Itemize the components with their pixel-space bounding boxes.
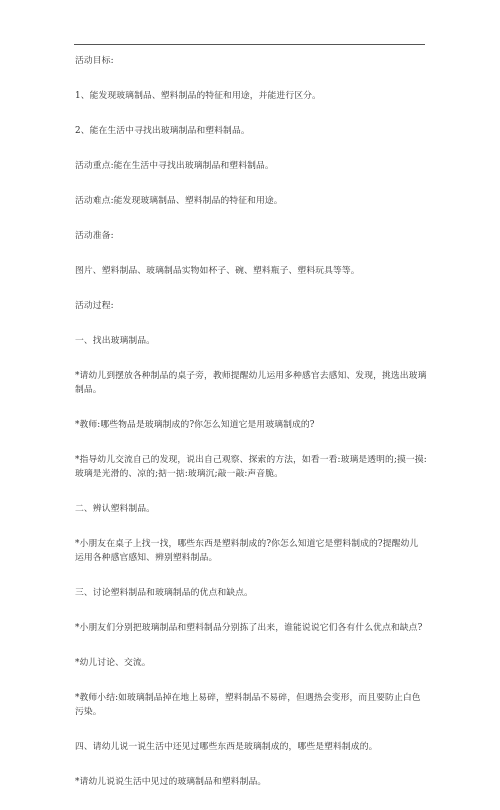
goal-item-2: 2、能在生活中寻找出玻璃制品和塑料制品。 bbox=[75, 126, 250, 136]
difficult-point: 活动难点:能发现玻璃制品、塑料制品的特征和用途。 bbox=[75, 196, 283, 206]
section-heading-preparation: 活动准备: bbox=[75, 231, 114, 241]
process-step-3-item-2: *幼儿讨论、交流。 bbox=[75, 658, 151, 668]
process-step-4-heading: 四、请幼儿说一说生活中还见过哪些东西是玻璃制成的，哪些是塑料制成的。 bbox=[75, 742, 378, 752]
goal-item-1: 1、能发现玻璃制品、塑料制品的特征和用途，并能进行区分。 bbox=[75, 91, 321, 101]
preparation-materials: 图片、塑料制品、玻璃制品实物如杯子、碗、塑料瓶子、塑料玩具等等。 bbox=[75, 266, 360, 276]
section-heading-process: 活动过程: bbox=[75, 301, 114, 311]
key-point: 活动重点:能在生活中寻找出玻璃制品和塑料制品。 bbox=[75, 161, 274, 171]
process-step-1-heading: 一、找出玻璃制品。 bbox=[75, 336, 156, 346]
process-step-1-item-2: *教师:哪些物品是玻璃制成的?你怎么知道它是用玻璃制成的? bbox=[75, 420, 315, 430]
process-step-4-item-1: *请幼儿说说生活中见过的玻璃制品和塑料制品。 bbox=[75, 777, 267, 787]
process-step-1-item-3: *指导幼儿交流自己的发现，说出自己观察、探索的方法，如看一看:玻璃是透明的;摸一摸:玻璃是光滑的、凉的;掂一掂:玻璃沉;敲一敲:声音脆。 bbox=[75, 455, 427, 479]
process-step-3-heading: 三、讨论塑料制品和玻璃制品的优点和缺点。 bbox=[75, 588, 253, 598]
section-heading-goals: 活动目标: bbox=[75, 56, 114, 66]
process-step-2-heading: 二、辨认塑料制品。 bbox=[75, 504, 156, 514]
document-body bbox=[75, 54, 427, 810]
process-step-2-item-1: *小朋友在桌子上找一找，哪些东西是塑料制成的?你怎么知道它是塑料制成的?提醒幼儿运用各种感官感知、辨别塑料制品。 bbox=[75, 539, 419, 563]
process-step-3-item-3: *教师小结:如玻璃制品掉在地上易碎，塑料制品不易碎，但遇热会变形，而且要防止白色污染。 bbox=[75, 693, 421, 717]
process-step-1-item-1: *请幼儿到摆放各种制品的桌子旁，教师提醒幼儿运用多种感官去感知、发现，挑选出玻璃制品。 bbox=[75, 371, 427, 395]
process-step-3-item-1: *小朋友们分别把玻璃制品和塑料制品分别拣了出来，谁能说说它们各有什么优点和缺点? bbox=[75, 623, 423, 633]
header-divider bbox=[74, 44, 425, 45]
